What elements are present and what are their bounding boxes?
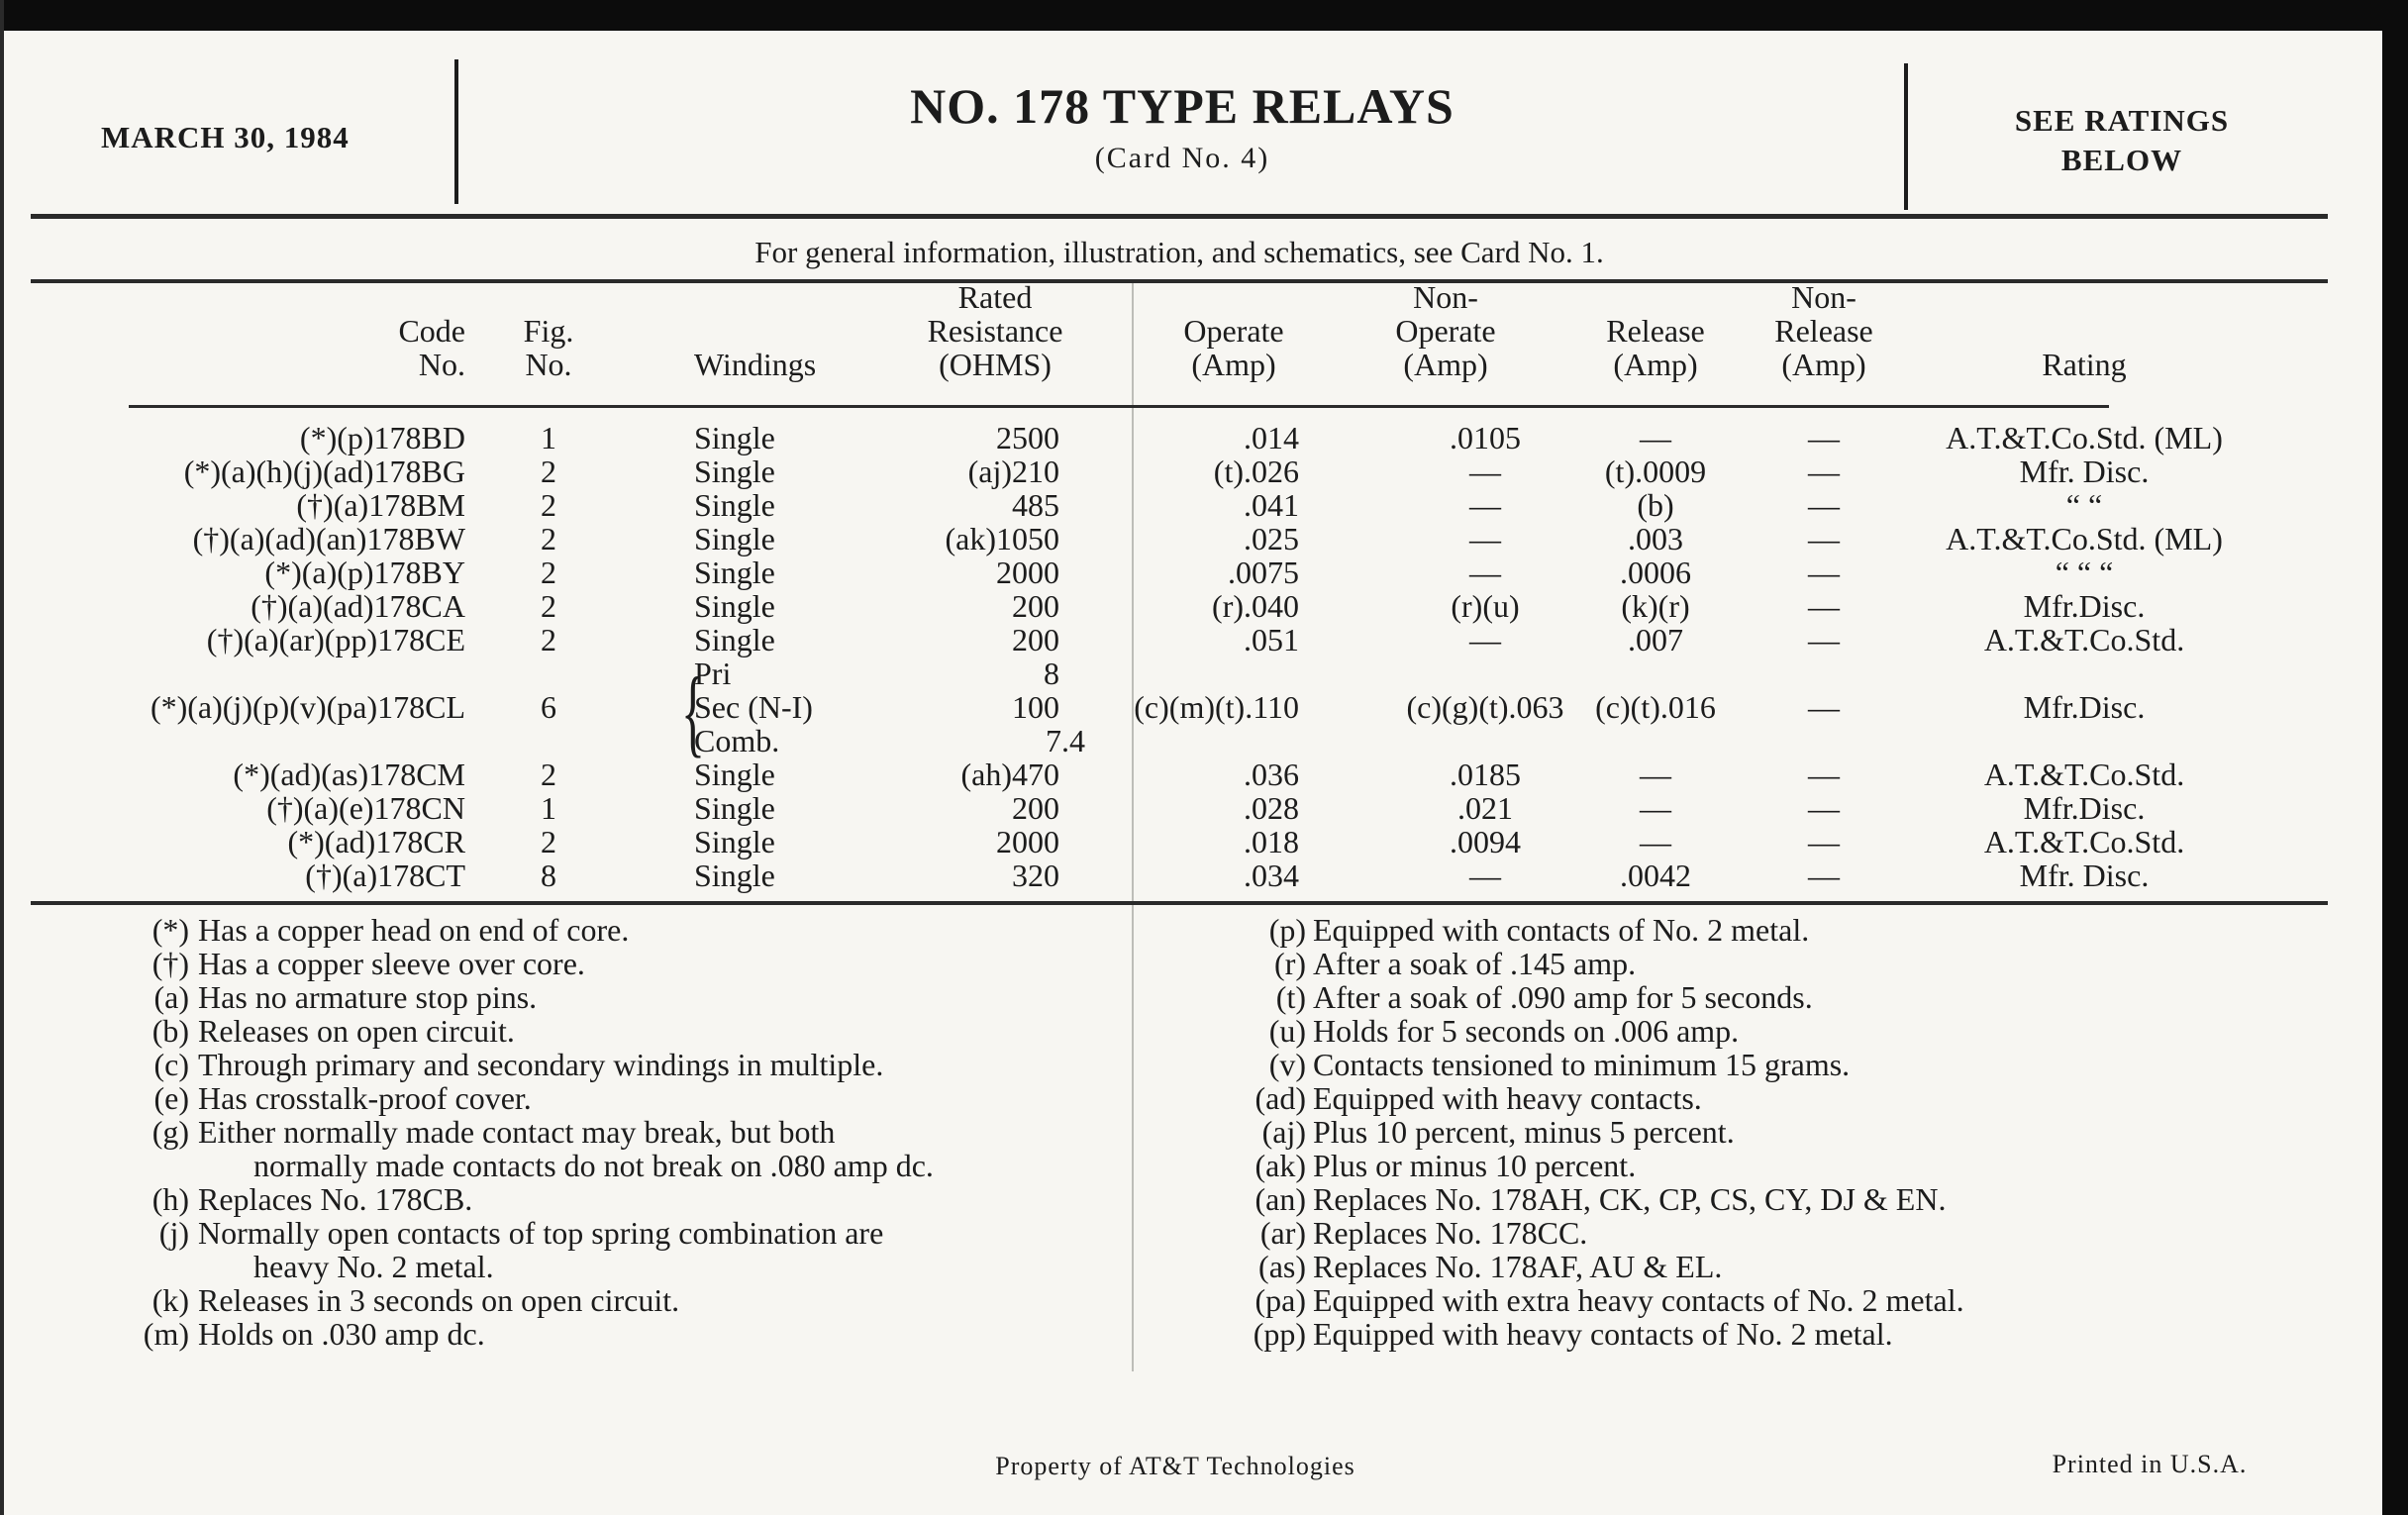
general-info-note: For general information, illustration, and schematics, see Card No. 1.: [754, 235, 1604, 269]
rating-cell: Mfr.Disc.: [2023, 689, 2146, 725]
footnote-key: (t): [1275, 979, 1306, 1015]
windings-cell: Single: [694, 487, 775, 523]
windings-cell: Single: [694, 858, 775, 893]
rating-cell: A.T.&T.Co.Std. (ML): [1946, 521, 2223, 556]
footnote-text: Holds for 5 seconds on .006 amp.: [1313, 1013, 1740, 1049]
non-operate-cell: (r)(u): [1451, 588, 1520, 624]
column-header-non-release: Non-: [1791, 279, 1856, 315]
resistance-cell: (ah)470: [960, 757, 1059, 792]
non-release-cell: —: [1808, 454, 1840, 489]
footnote-key: (k): [151, 1282, 189, 1318]
code-cell: (†)(a)(e)178CN: [266, 790, 465, 826]
non-operate-cell: —: [1469, 622, 1501, 657]
non-operate-cell: .0185: [1450, 757, 1521, 792]
column-header-operate: (Amp): [1191, 347, 1276, 382]
rating-cell: A.T.&T.Co.Std.: [1983, 757, 2185, 792]
column-header-operate: Operate: [1183, 313, 1284, 349]
release-cell: .003: [1628, 521, 1683, 556]
rating-cell: A.T.&T.Co.Std.: [1983, 622, 2185, 657]
column-header-fig: No.: [525, 347, 572, 382]
operate-cell: .025: [1244, 521, 1299, 556]
fig-cell: 2: [541, 622, 556, 657]
rating-cell: Mfr. Disc.: [2019, 858, 2150, 893]
footnote-text: Plus or minus 10 percent.: [1313, 1148, 1637, 1183]
footnote-text-continued: heavy No. 2 metal.: [253, 1249, 494, 1284]
windings-cell: Sec (N-I): [694, 689, 813, 725]
windings-cell: Single: [694, 555, 775, 590]
windings-cell: Single: [694, 790, 775, 826]
windings-cell: Single: [694, 420, 775, 455]
release-cell: (c)(t).016: [1595, 689, 1716, 725]
non-operate-cell: —: [1469, 858, 1501, 893]
operate-cell: (r).040: [1212, 588, 1299, 624]
column-header-resistance: Rated: [957, 279, 1033, 315]
operate-cell: (t).026: [1213, 454, 1299, 489]
footnote-text: Equipped with heavy contacts of No. 2 metal.: [1313, 1316, 1893, 1352]
footnote-key: (*): [151, 912, 189, 948]
non-release-cell: —: [1808, 858, 1840, 893]
fig-cell: 2: [541, 588, 556, 624]
header-bottom-rule: [129, 405, 2109, 408]
footnote-key: (ad): [1254, 1080, 1306, 1116]
non-release-cell: —: [1808, 622, 1840, 657]
non-release-cell: —: [1808, 689, 1840, 725]
resistance-cell: 200: [1012, 622, 1059, 657]
page-title: NO. 178 TYPE RELAYS: [910, 78, 1455, 134]
code-cell: (†)(a)(ad)(an)178BW: [192, 521, 465, 556]
printed-note: Printed in U.S.A.: [2052, 1450, 2248, 1478]
footnote-text: After a soak of .145 amp.: [1313, 946, 1637, 981]
release-cell: (t).0009: [1604, 454, 1707, 489]
footnote-text: Releases on open circuit.: [198, 1013, 515, 1049]
operate-cell: .014: [1244, 420, 1299, 455]
code-cell: (*)(a)(p)178BY: [264, 555, 465, 590]
release-cell: —: [1640, 824, 1671, 859]
rating-cell: Mfr.Disc.: [2023, 588, 2146, 624]
release-cell: (b): [1637, 487, 1674, 523]
footnote-text: Replaces No. 178AH, CK, CP, CS, CY, DJ & EN.: [1313, 1181, 1947, 1217]
resistance-cell: 200: [1012, 790, 1059, 826]
footnote-text: Has no armature stop pins.: [198, 979, 538, 1015]
footnote-key: (aj): [1261, 1114, 1306, 1150]
footnote-key: (ak): [1254, 1148, 1306, 1183]
operate-cell: .0075: [1228, 555, 1299, 590]
footnote-text: Equipped with extra heavy contacts of No. 2 metal.: [1313, 1282, 1964, 1318]
operate-cell: .034: [1244, 858, 1299, 893]
header-divider-left: [454, 59, 458, 204]
non-operate-cell: —: [1469, 555, 1501, 590]
footnote-key: (g): [151, 1114, 189, 1150]
operate-cell: .018: [1244, 824, 1299, 859]
code-cell: (†)(a)178CT: [305, 858, 465, 893]
release-cell: —: [1640, 790, 1671, 826]
scan-right-border: [2382, 0, 2408, 1515]
non-operate-cell: .0105: [1450, 420, 1521, 455]
code-cell: (*)(p)178BD: [299, 420, 465, 455]
fig-cell: 6: [541, 689, 556, 725]
code-cell: (*)(a)(j)(p)(v)(pa)178CL: [150, 689, 465, 725]
non-release-cell: —: [1808, 824, 1840, 859]
operate-cell: .028: [1244, 790, 1299, 826]
code-cell: (*)(a)(h)(j)(ad)178BG: [183, 454, 465, 489]
windings-cell: Single: [694, 757, 775, 792]
footnote-key: (m): [143, 1316, 189, 1352]
resistance-cell: 2000: [996, 555, 1059, 590]
footnote-key: (r): [1274, 946, 1306, 981]
non-release-cell: —: [1808, 555, 1840, 590]
footnote-text: Equipped with contacts of No. 2 metal.: [1313, 912, 1810, 948]
column-header-release: (Amp): [1613, 347, 1698, 382]
release-cell: —: [1640, 420, 1671, 455]
resistance-cell: (ak)1050: [945, 521, 1059, 556]
resistance-cell: 200: [1012, 588, 1059, 624]
footnote-text: After a soak of .090 amp for 5 seconds.: [1313, 979, 1813, 1015]
resistance-cell: 7.4: [1046, 723, 1085, 758]
non-release-cell: —: [1808, 487, 1840, 523]
footnote-key: (a): [153, 979, 189, 1015]
footnote-text: Replaces No. 178CB.: [198, 1181, 473, 1217]
non-operate-cell: —: [1469, 487, 1501, 523]
rating-cell: A.T.&T.Co.Std. (ML): [1946, 420, 2223, 455]
rating-cell: A.T.&T.Co.Std.: [1983, 824, 2185, 859]
footnote-key: (p): [1268, 912, 1306, 948]
ratings-note-line1: SEE RATINGS: [2014, 103, 2230, 138]
footnote-text: Through primary and secondary windings in multiple.: [198, 1047, 884, 1082]
release-cell: .0042: [1620, 858, 1691, 893]
code-cell: (*)(ad)(as)178CM: [233, 757, 465, 792]
brace-icon: {: [681, 656, 705, 766]
ratings-note-line2: BELOW: [2060, 143, 2183, 177]
fig-cell: 2: [541, 555, 556, 590]
header-rule: [31, 214, 2328, 219]
resistance-cell: 320: [1012, 858, 1059, 893]
footnote-text: Has crosstalk-proof cover.: [198, 1080, 532, 1116]
operate-cell: .036: [1244, 757, 1299, 792]
fig-cell: 2: [541, 757, 556, 792]
non-release-cell: —: [1808, 790, 1840, 826]
release-cell: —: [1640, 757, 1671, 792]
footnote-text: Contacts tensioned to minimum 15 grams.: [1313, 1047, 1851, 1082]
non-operate-cell: .0094: [1450, 824, 1521, 859]
footnote-key: (an): [1254, 1181, 1306, 1217]
footnote-key: (pa): [1254, 1282, 1306, 1318]
footnote-key: (b): [151, 1013, 189, 1049]
rating-cell: Mfr.Disc.: [2023, 790, 2146, 826]
footnote-text: Plus 10 percent, minus 5 percent.: [1313, 1114, 1735, 1150]
resistance-cell: 2500: [996, 420, 1059, 455]
code-cell: (*)(ad)178CR: [287, 824, 465, 859]
rating-cell: Mfr. Disc.: [2019, 454, 2150, 489]
column-header-release: Release: [1606, 313, 1705, 349]
code-cell: (†)(a)(ar)(pp)178CE: [206, 622, 465, 657]
non-release-cell: —: [1808, 420, 1840, 455]
footnote-key: (c): [153, 1047, 189, 1082]
column-header-windings: Windings: [694, 347, 817, 382]
fig-cell: 2: [541, 454, 556, 489]
footnote-text: Either normally made contact may break, but both: [198, 1114, 836, 1150]
column-header-resistance: (OHMS): [939, 347, 1052, 382]
footnote-text: Equipped with heavy contacts.: [1313, 1080, 1702, 1116]
column-header-resistance: Resistance: [927, 313, 1063, 349]
operate-cell: (c)(m)(t).110: [1134, 689, 1299, 725]
release-cell: .007: [1628, 622, 1683, 657]
column-header-non-release: Release: [1774, 313, 1873, 349]
windings-cell: Single: [694, 588, 775, 624]
fig-cell: 2: [541, 521, 556, 556]
column-header-rating: Rating: [2042, 347, 2127, 382]
column-header-non-release: (Amp): [1781, 347, 1866, 382]
fold-line: [1132, 282, 1134, 1371]
column-header-code: No.: [418, 347, 465, 382]
footnote-text: Holds on .030 amp dc.: [198, 1316, 485, 1352]
column-header-non-operate: (Amp): [1403, 347, 1488, 382]
table-bottom-rule: [31, 901, 2328, 905]
operate-cell: .051: [1244, 622, 1299, 657]
resistance-cell: 485: [1012, 487, 1059, 523]
footnote-key: (v): [1268, 1047, 1306, 1082]
column-header-code: Code: [398, 313, 465, 349]
windings-cell: Comb.: [694, 723, 780, 758]
windings-cell: Pri: [694, 656, 732, 691]
fig-cell: 2: [541, 487, 556, 523]
footnote-text: Releases in 3 seconds on open circuit.: [198, 1282, 680, 1318]
footnote-text: Normally open contacts of top spring combination are: [198, 1215, 884, 1251]
column-header-non-operate: Operate: [1395, 313, 1496, 349]
footnote-key: (pp): [1253, 1316, 1306, 1352]
non-release-cell: —: [1808, 521, 1840, 556]
scan-top-border: [0, 0, 2408, 31]
operate-cell: .041: [1244, 487, 1299, 523]
rating-cell: “ “ “: [2055, 555, 2114, 590]
rating-cell: “ “: [2065, 487, 2103, 523]
windings-cell: Single: [694, 622, 775, 657]
footnote-key: (e): [153, 1080, 189, 1116]
code-cell: (†)(a)178BM: [296, 487, 465, 523]
non-release-cell: —: [1808, 757, 1840, 792]
scan-left-border: [0, 0, 4, 1515]
footnote-key: (h): [151, 1181, 189, 1217]
fig-cell: 8: [541, 858, 556, 893]
non-release-cell: —: [1808, 588, 1840, 624]
footnote-text: Replaces No. 178CC.: [1313, 1215, 1588, 1251]
windings-cell: Single: [694, 454, 775, 489]
non-operate-cell: (c)(g)(t).063: [1406, 689, 1564, 725]
non-operate-cell: .021: [1457, 790, 1513, 826]
fig-cell: 1: [541, 790, 556, 826]
code-cell: (†)(a)(ad)178CA: [251, 588, 465, 624]
card-date: MARCH 30, 1984: [101, 120, 350, 154]
footnote-text: Replaces No. 178AF, AU & EL.: [1313, 1249, 1723, 1284]
column-header-non-operate: Non-: [1413, 279, 1478, 315]
windings-cell: Single: [694, 521, 775, 556]
footnote-key: (as): [1258, 1249, 1306, 1284]
non-operate-cell: —: [1469, 521, 1501, 556]
fig-cell: 2: [541, 824, 556, 859]
header-divider-right: [1904, 63, 1908, 210]
column-header-fig: Fig.: [523, 313, 574, 349]
resistance-cell: 8: [1044, 656, 1059, 691]
fig-cell: 1: [541, 420, 556, 455]
property-note: Property of AT&T Technologies: [995, 1452, 1355, 1480]
table-top-rule: [31, 279, 2328, 283]
footnote-key: (j): [158, 1215, 189, 1251]
footnote-key: (u): [1268, 1013, 1306, 1049]
resistance-cell: (aj)210: [967, 454, 1059, 489]
windings-cell: Single: [694, 824, 775, 859]
footnote-text: Has a copper sleeve over core.: [198, 946, 585, 981]
release-cell: (k)(r): [1621, 588, 1690, 624]
non-operate-cell: —: [1469, 454, 1501, 489]
resistance-cell: 2000: [996, 824, 1059, 859]
card-number: (Card No. 4): [1094, 142, 1270, 174]
footnote-key: (†): [151, 946, 189, 981]
footnote-text-continued: normally made contacts do not break on .080 amp dc.: [253, 1148, 934, 1183]
release-cell: .0006: [1620, 555, 1691, 590]
footnote-text: Has a copper head on end of core.: [198, 912, 630, 948]
footnote-key: (ar): [1259, 1215, 1306, 1251]
resistance-cell: 100: [1012, 689, 1059, 725]
